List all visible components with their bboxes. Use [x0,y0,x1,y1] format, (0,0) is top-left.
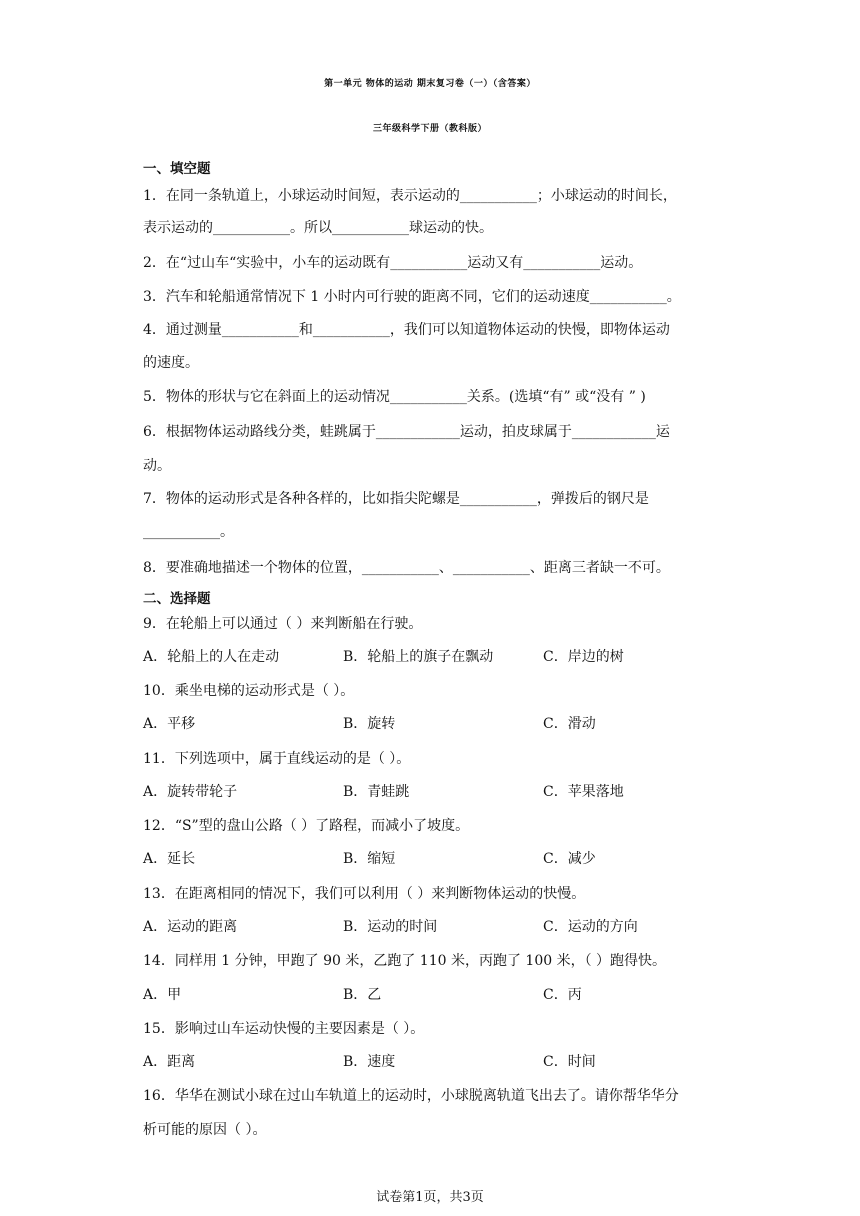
exam-title: 第一单元 物体的运动 期末复习卷（一）（含答案） [324,79,536,89]
question-15-option-b: B．速度 [343,1054,396,1070]
question-2: 2．在“过山车“实验中，小车的运动既有___________运动又有___________运动。 [143,255,643,271]
question-11-option-c: C．苹果落地 [543,784,624,800]
question-4-line-2: 的速度。 [143,355,199,371]
question-14-option-b: B．乙 [343,987,382,1003]
question-13-stem: 13．在距离相同的情况下，我们可以利用（ ）来判断物体运动的快慢。 [143,886,586,902]
question-7-line-1: 7．物体的运动形式是各种各样的，比如指尖陀螺是___________，弹拨后的钢尺是 [143,491,649,507]
question-13-option-c: C．运动的方向 [543,919,638,935]
question-14-option-a: A．甲 [143,987,182,1003]
question-16-stem-line-2: 析可能的原因（ ）。 [143,1122,267,1138]
question-11-option-b: B．青蛙跳 [343,784,410,800]
question-1-line-2: 表示运动的___________。所以___________球运动的快。 [143,220,493,236]
question-10-option-c: C．滑动 [543,716,596,732]
question-6-line-1: 6．根据物体运动路线分类，蛙跳属于____________运动，拍皮球属于____________运 [143,424,670,440]
question-11-stem: 11．下列选项中，属于直线运动的是（ ）。 [143,751,411,767]
question-15-option-a: A．距离 [143,1054,196,1070]
question-9-stem: 9．在轮船上可以通过（ ）来判断船在行驶。 [143,616,423,632]
exam-subtitle: 三年级科学下册（教科版） [372,124,487,134]
question-9-option-b: B．轮船上的旗子在飘动 [343,649,494,665]
question-14-stem: 14．同样用 1 分钟，甲跑了 90 米，乙跑了 110 米，丙跑了 100 米，（ ）跑得快。 [143,953,667,969]
page-footer: 试卷第1页，共3页 [376,1190,484,1205]
question-9-option-a: A．轮船上的人在走动 [143,649,280,665]
question-8: 8．要准确地描述一个物体的位置，___________、___________、距离三者缺一不可。 [143,560,670,576]
question-10-stem: 10．乘坐电梯的运动形式是（ ）。 [143,683,355,699]
question-10-option-a: A．平移 [143,716,196,732]
question-6-line-2: 动。 [143,458,171,474]
question-11-option-a: A．旋转带轮子 [143,784,238,800]
question-13-option-a: A．运动的距离 [143,919,238,935]
question-12-stem: 12．“S”型的盘山公路（ ）了路程，而减小了坡度。 [143,818,470,834]
question-7-line-2: ___________。 [143,524,234,540]
question-15-stem: 15．影响过山车运动快慢的主要因素是（ ）。 [143,1021,425,1037]
question-1-line-1: 1．在同一条轨道上，小球运动时间短，表示运动的___________；小球运动的时间长， [143,188,677,204]
question-16-stem-line-1: 16．华华在测试小球在过山车轨道上的运动时，小球脱离轨道飞出去了。请你帮华华分 [143,1088,679,1104]
question-3: 3．汽车和轮船通常情况下 1 小时内可行驶的距离不同，它们的运动速度___________。 [143,289,681,305]
section-heading-choice: 二、选择题 [143,591,211,607]
question-12-option-c: C．减少 [543,851,596,867]
question-14-option-c: C．丙 [543,987,582,1003]
question-5: 5．物体的形状与它在斜面上的运动情况___________关系。(选填“有” 或“没有 ” ) [143,389,646,405]
question-12-option-b: B．缩短 [343,851,396,867]
question-10-option-b: B．旋转 [343,716,396,732]
section-heading-fill: 一、填空题 [143,161,211,177]
question-9-option-c: C．岸边的树 [543,649,624,665]
question-4-line-1: 4．通过测量___________和___________，我们可以知道物体运动的快慢，即物体运动 [143,322,670,338]
question-15-option-c: C．时间 [543,1054,596,1070]
question-12-option-a: A．延长 [143,851,196,867]
question-13-option-b: B．运动的时间 [343,919,438,935]
